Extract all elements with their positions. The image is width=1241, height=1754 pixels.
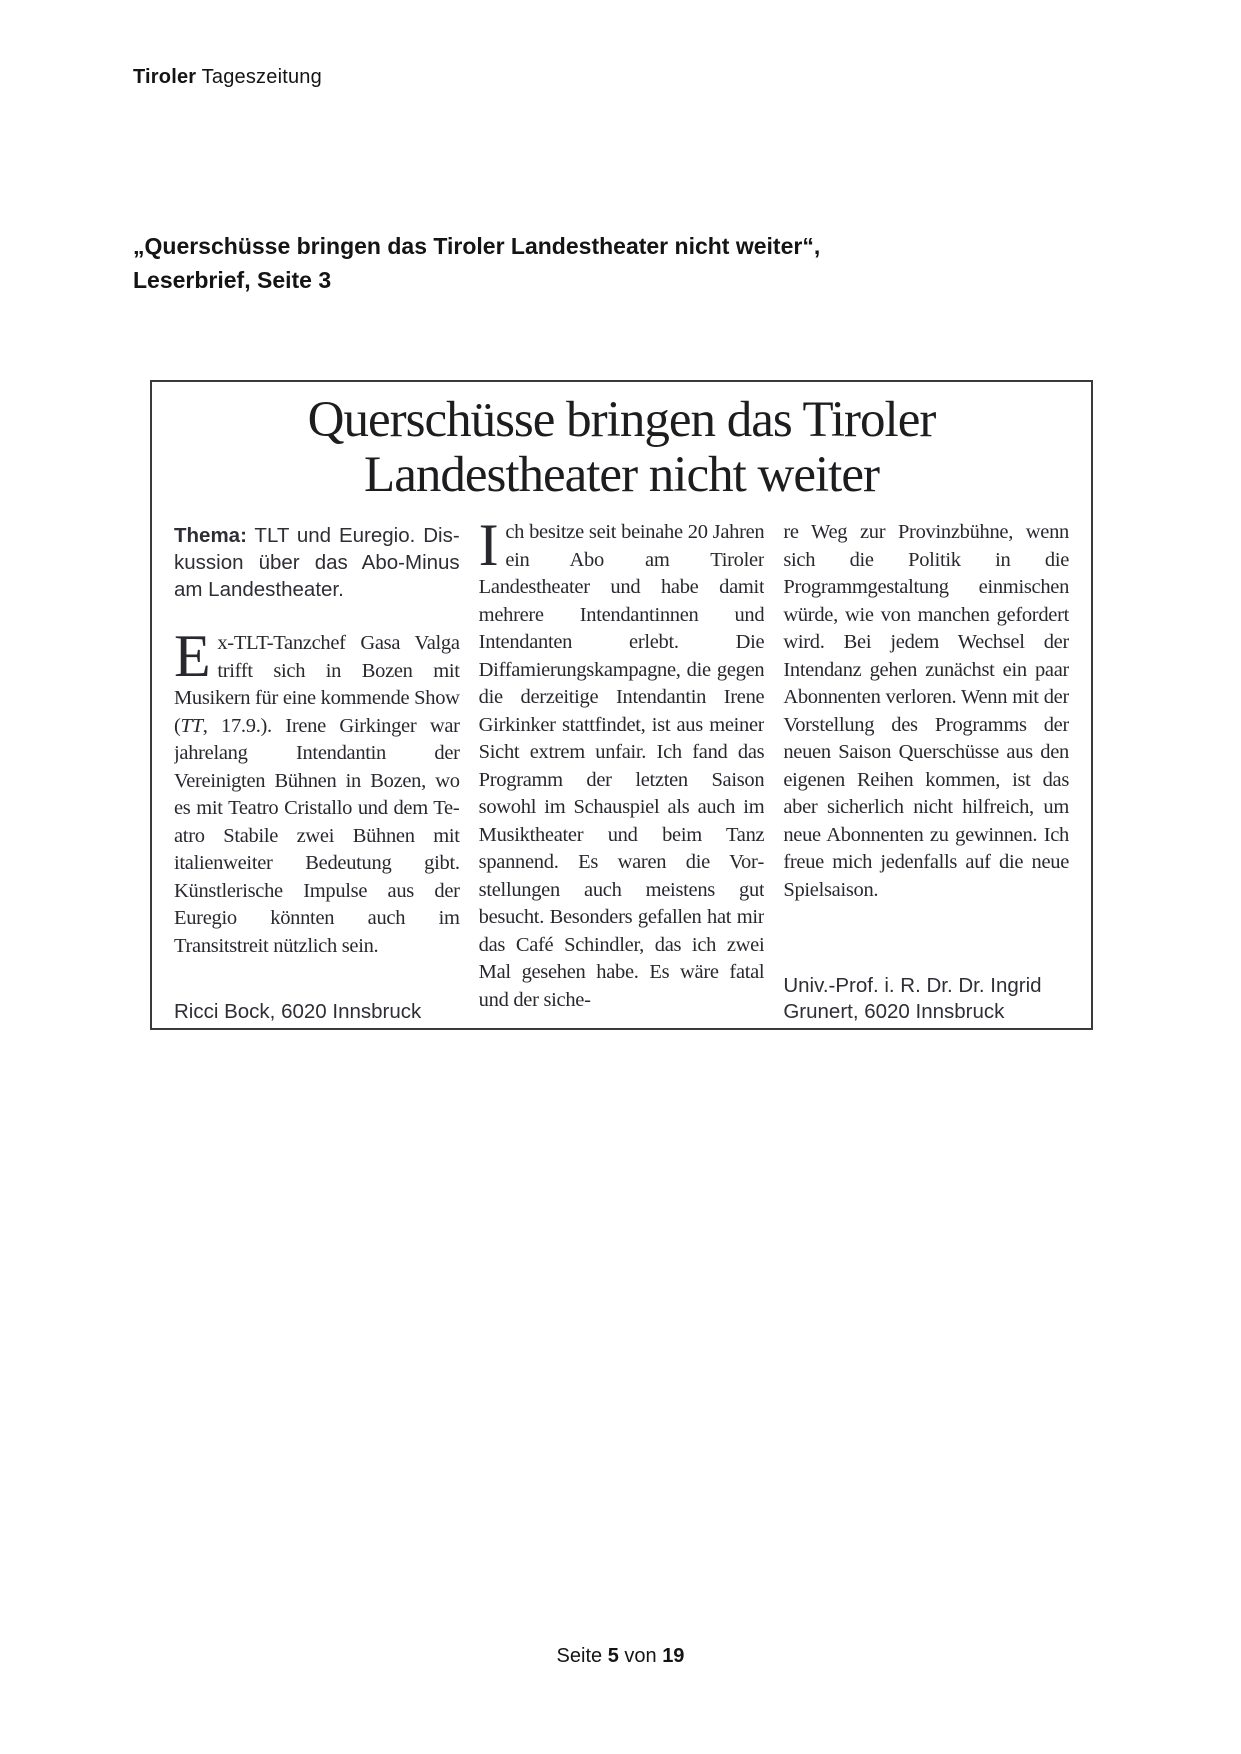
letter2-text-part1: ch besitze seit beinahe 20 Jahren ein Abo am Tiroler Landestheater und habe damit mehrere Intendantinnen und Intendanten erlebt. Die Diffamierungskampagne, die gegen die derzeitige Intendantin Irene Girkinker stattfindet, ist aus meiner Sicht extrem unfair. Ich fand das Programm der letzten Saison sowohl im Schauspiel als auch im Musiktheater und beim Tanz spannend. Es waren die Vorstellungen auch meistens gut besucht. Besonders gefallen hat mir das Café Schindler, das ich zwei Mal gesehen habe. Es wäre fatal und der siche- (478, 521, 765, 1011)
letter2-signature: Univ.-Prof. i. R. Dr. Dr. Ingrid Grunert, 6020 Innsbruck (783, 974, 1042, 1023)
footer-middle: von (618, 1645, 663, 1667)
topic-intro (174, 522, 460, 603)
letter1-text-italic: TT (180, 714, 203, 737)
article-headline-line2: Landestheater nicht weiter (364, 447, 879, 503)
page-footer (0, 1645, 1241, 1668)
document-title-line1: „Querschüsse bringen das Tiroler Landestheater nicht weiter“, (133, 233, 821, 259)
document-title-line2: Leserbrief, Seite 3 (133, 267, 332, 293)
article-headline-line1: Querschüsse bringen das Tiroler (307, 392, 936, 448)
article-column-1 (174, 519, 460, 1027)
article-column-2 (479, 519, 765, 1027)
letter1-paragraph (174, 623, 460, 960)
letter1-text-post: , 17.9.). Irene Girkinger war jahrelang Intendantin der Vereinigten Bühnen in Bozen, wo es mit Teatro Cristallo und dem Teatro Stabile zwei Bühnen mit italienweiter Bedeutung gibt. Künstlerische Impulse aus der Euregio könnten auch im Transitstreit nützlich sein. (174, 714, 460, 957)
topic-text: TLT und Euregio. Diskussion über das Abo-Minus am Landestheater. (174, 524, 460, 601)
article-columns (174, 519, 1069, 1027)
footer-total-pages: 19 (662, 1645, 685, 1667)
letter1-signature: Ricci Bock, 6020 Innsbruck (174, 1000, 422, 1023)
newspaper-brand (133, 66, 322, 89)
letter2-text-part2: re Weg zur Provinzbühne, wenn sich die Politik in die Programmgestaltung einmischen würde, wie von manchen gefordert wird. Bei jedem Wechsel der Intendanz gehen zunächst ein paar Abonnenten verloren. Wenn mit der Vorstellung des Programms der neuen Saison Querschüsse aus den eigenen Reihen kommen, ist das aber sicherlich nicht hilfreich, um neue Abonnenten zu gewinnen. Ich freue mich jedenfalls auf die neue Spielsaison. (783, 521, 1070, 901)
brand-name-bold: Tiroler (133, 66, 197, 88)
drop-cap-i: I (478, 519, 499, 578)
letter1-text-pre: x-TLT-Tanzchef Gasa Valga trifft sich in Bozen mit Musikern für eine kommende Show ( (174, 632, 460, 737)
article-headline (174, 393, 1069, 503)
footer-prefix: Seite (556, 1645, 608, 1667)
letter2-paragraph-part2 (783, 519, 1069, 904)
article-column-3 (783, 519, 1069, 1027)
document-title (133, 229, 933, 297)
topic-label: Thema: (174, 524, 247, 547)
newspaper-clipping (150, 380, 1093, 1030)
letter2-paragraph-part1 (479, 519, 765, 1014)
footer-current-page: 5 (607, 1645, 619, 1667)
brand-name-rest: Tageszeitung (196, 66, 322, 88)
drop-cap-e: E (174, 623, 211, 689)
